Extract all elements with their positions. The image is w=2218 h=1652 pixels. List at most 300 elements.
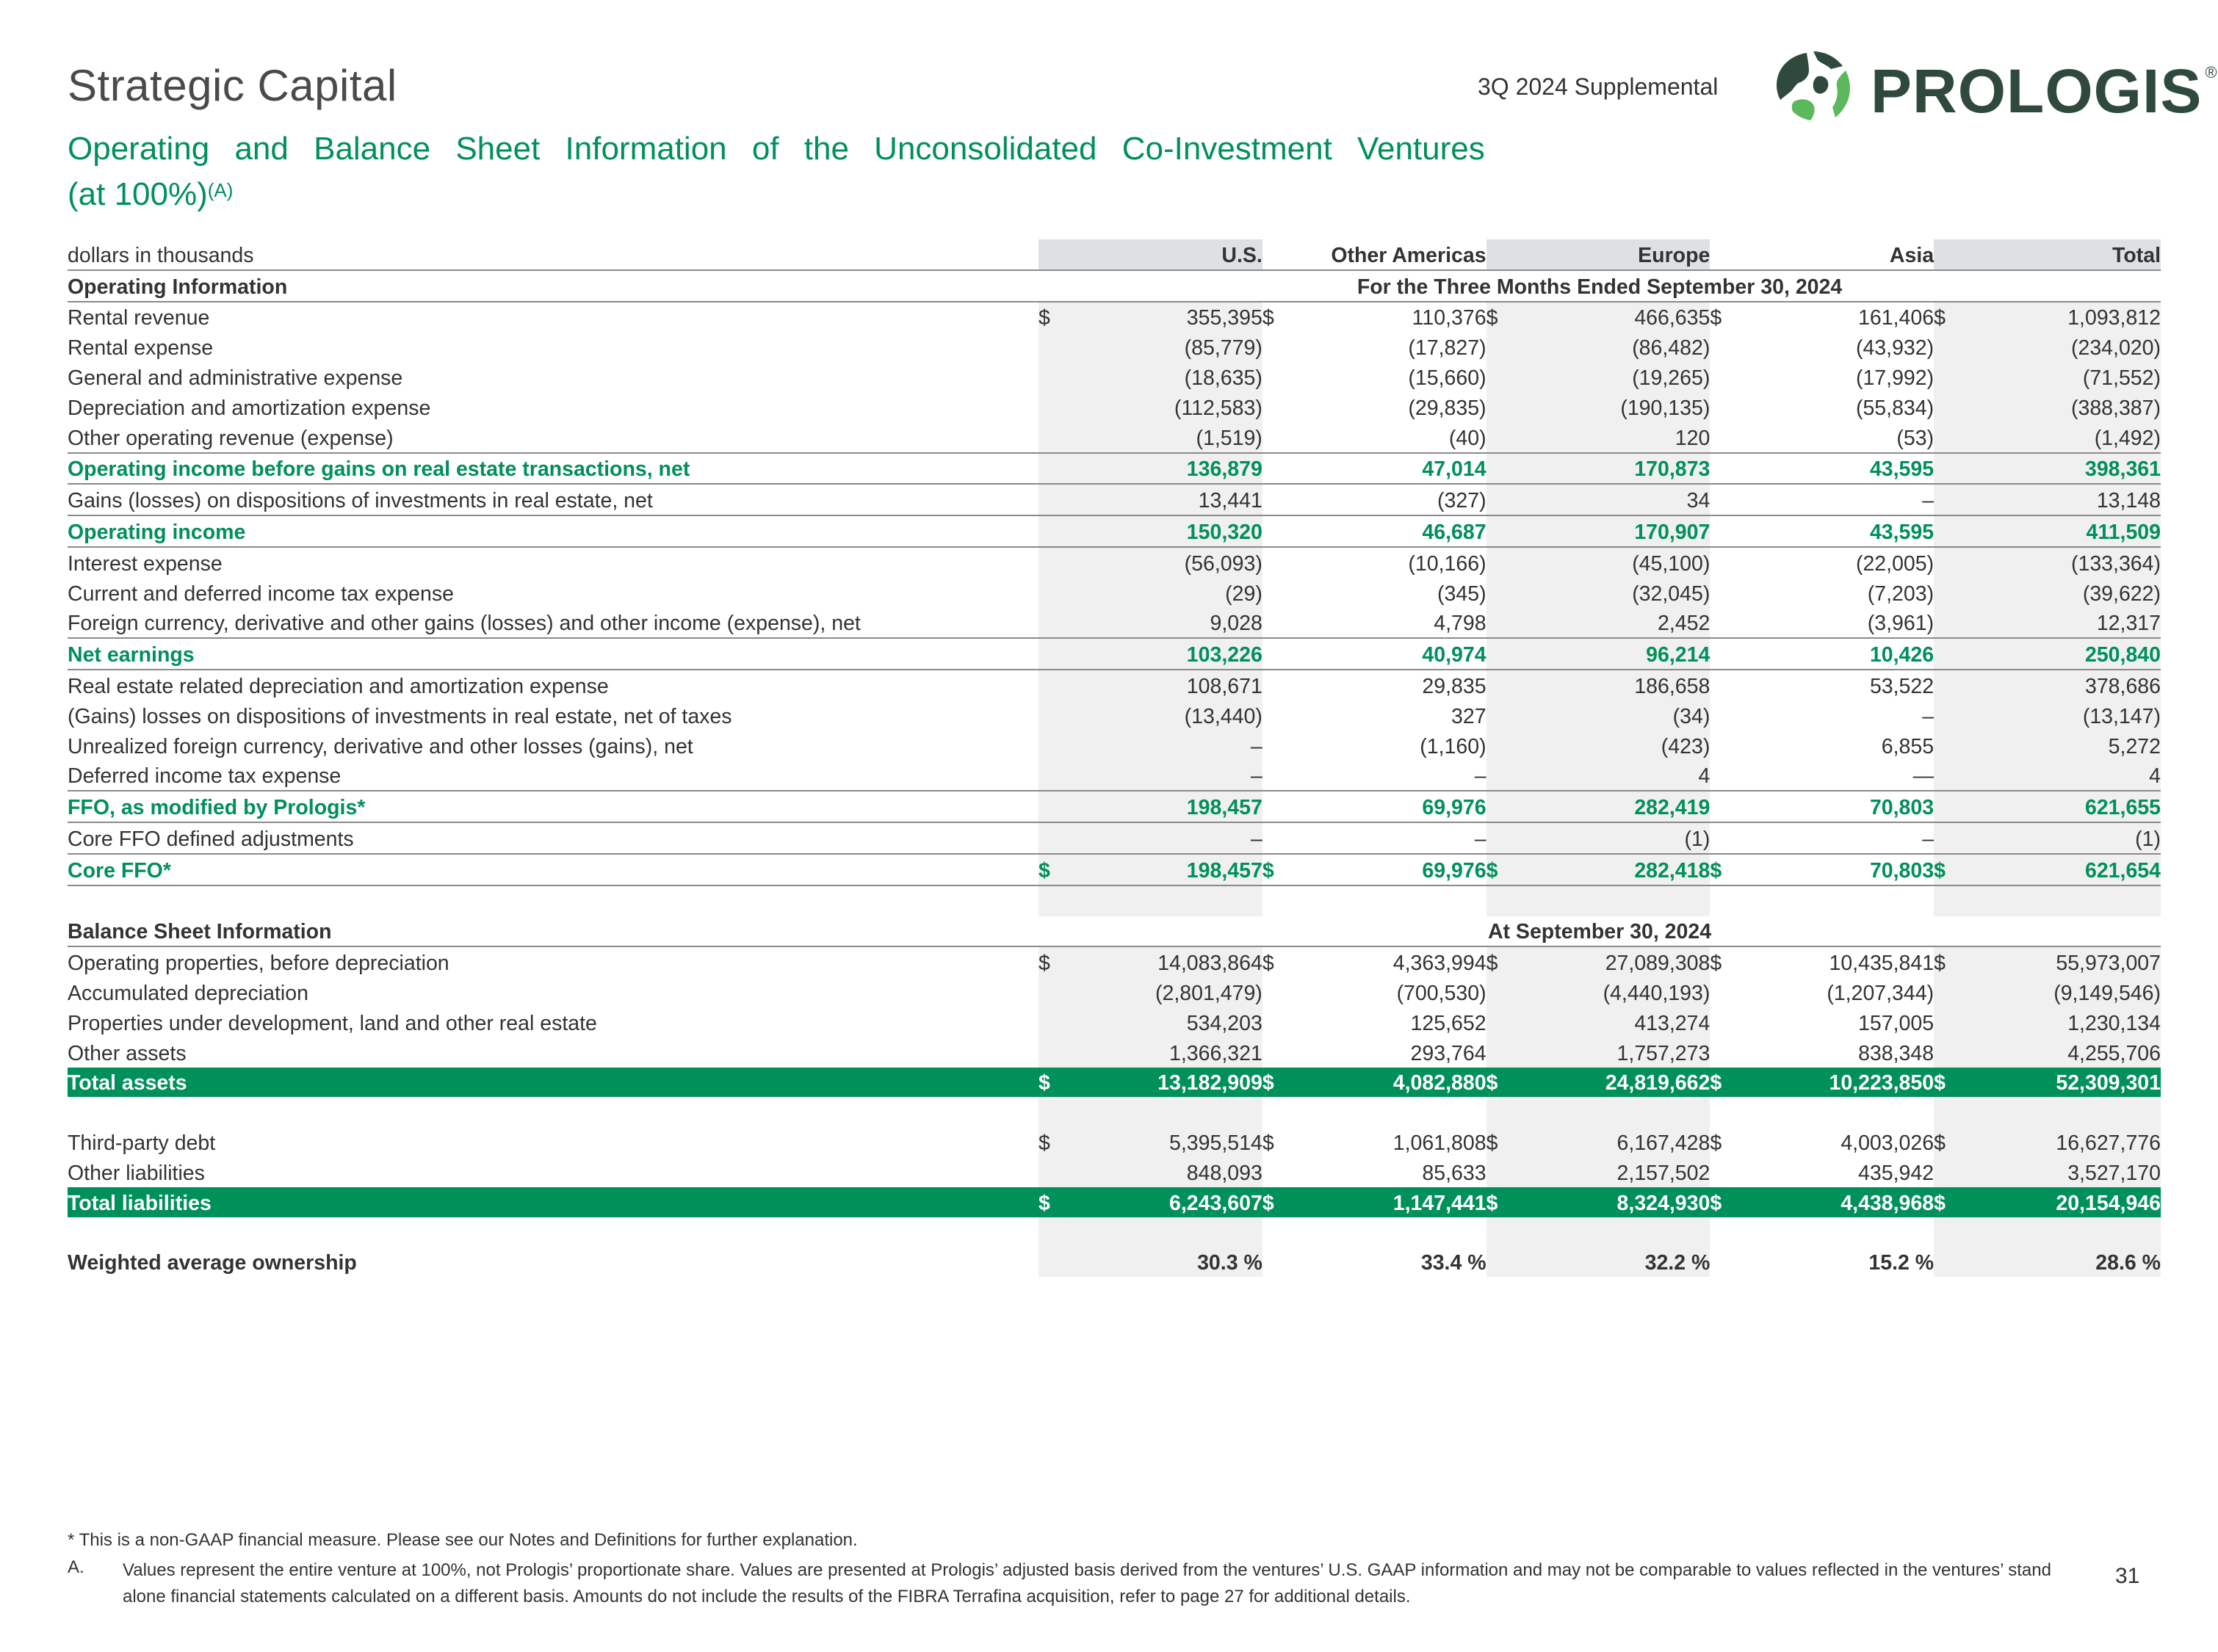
currency-symbol [1710,731,1738,761]
value-cell: (1,207,344) [1827,981,1935,1005]
value-cell: (39,622) [1962,578,2161,608]
currency-symbol [1710,1157,1738,1187]
table-row [68,1157,2161,1187]
value-cell: 534,203 [1066,1007,1262,1037]
row-label: Interest expense [68,551,223,576]
value-cell: 1,230,134 [1962,1007,2161,1037]
currency-symbol [1710,515,1738,547]
table-row [68,362,2161,392]
value-cell: 103,226 [1066,638,1262,670]
page-number: 31 [2115,1564,2140,1588]
currency-symbol [1710,1007,1738,1037]
value-cell: 125,652 [1410,1011,1487,1035]
value-cell: 170,907 [1514,515,1710,547]
value-cell: (55,834) [1855,396,1935,420]
value-cell: 10,435,841 [1829,952,1935,976]
value-cell: 2,452 [1514,608,1710,639]
currency-symbol [1038,761,1066,791]
table-row [68,946,2161,977]
value-cell: (2,801,479) [1066,977,1262,1007]
value-cell: (327) [1437,489,1487,513]
subtotal-row [68,515,2161,547]
value-cell: (13,440) [1066,700,1262,731]
currency-symbol [1934,547,1962,578]
currency-symbol: $ [1487,1068,1514,1098]
currency-symbol [1934,332,1962,362]
column-header: Other Americas [1331,243,1487,267]
total-row [68,1068,2161,1098]
value-cell: (18,635) [1066,362,1262,392]
table-row [68,392,2161,422]
row-label: General and administrative expense [68,366,403,390]
row-label: Real estate related depreciation and amortization expense [68,674,609,698]
section-title: Operating Information [68,275,288,299]
currency-symbol: $ [1487,302,1514,333]
row-label: (Gains) losses on dispositions of investments in real estate, net of taxes [68,704,732,728]
value-cell: 157,005 [1858,1011,1935,1035]
spacer-cell [1262,885,1290,916]
currency-symbol [1934,362,1962,392]
value-cell: 150,320 [1066,515,1262,547]
currency-symbol [1487,392,1514,422]
row-label: Current and deferred income tax expense [68,582,454,606]
currency-symbol: $ [1710,306,1722,330]
spacer-cell [1290,885,1486,916]
spacer-cell [1290,1217,1486,1247]
value-cell: (9,149,546) [1962,977,2161,1007]
currency-symbol [1038,700,1066,731]
value-cell: 4 [1514,761,1710,791]
currency-symbol [1487,761,1514,791]
value-cell: 52,309,301 [1962,1068,2161,1098]
column-header: Total [1962,239,2161,270]
currency-symbol [1262,547,1290,578]
table-row [68,484,2161,515]
row-label: Foreign currency, derivative and other gains (losses) and other income (expense), net [68,612,861,636]
value-cell: 398,361 [1962,453,2161,485]
currency-symbol [1038,731,1066,761]
currency-symbol [1487,547,1514,578]
value-cell: 85,633 [1422,1161,1487,1185]
currency-symbol [1710,791,1738,822]
value-cell: 47,014 [1422,457,1487,482]
value-cell: (53) [1896,426,1935,450]
value-cell: 1,147,441 [1290,1187,1486,1217]
spacer-row [68,885,2161,916]
financial-table [68,239,2161,1277]
value-cell: 4,798 [1434,612,1487,636]
spacer-cell [1066,885,1262,916]
table-row [68,547,2161,578]
currency-symbol [1262,515,1290,547]
value-cell: 6,167,428 [1514,1127,1710,1157]
value-cell: 13,182,909 [1066,1068,1262,1098]
value-cell: 435,942 [1858,1161,1935,1185]
table-row [68,761,2161,791]
currency-symbol [1038,515,1066,547]
currency-symbol [1487,731,1514,761]
globe-icon [1766,47,1862,128]
currency-symbol: $ [1487,1127,1514,1157]
value-cell: 327 [1451,704,1487,728]
row-label: Third-party debt [68,1131,216,1155]
value-cell: 198,457 [1066,791,1262,822]
column-header: U.S. [1066,239,1262,270]
spacer-cell [1738,1217,1934,1247]
currency-symbol [1262,977,1290,1007]
value-cell: (423) [1514,731,1710,761]
value-cell: 8,324,930 [1514,1187,1710,1217]
currency-symbol [1710,822,1738,854]
row-label: Operating income before gains on real estate transactions, net [68,457,690,482]
table-row [68,1037,2161,1068]
currency-symbol [1038,453,1066,485]
currency-symbol [1262,1007,1290,1037]
value-cell: 161,406 [1858,306,1935,330]
footnote-a-marker: A. [68,1557,84,1577]
currency-symbol: $ [1262,1068,1290,1098]
value-cell: – [1474,827,1487,851]
currency-symbol: $ [1934,1127,1962,1157]
value-cell: 13,148 [1962,484,2161,515]
value-cell: 1,366,321 [1066,1037,1262,1068]
currency-symbol [1934,822,1962,854]
row-label: Total liabilities [68,1187,1038,1217]
currency-symbol [1487,608,1514,639]
row-label: Operating income [68,520,246,544]
value-cell: 28.6 % [1962,1247,2161,1277]
currency-symbol: $ [1710,1131,1722,1155]
currency-symbol [1710,332,1738,362]
currency-symbol [1934,1007,1962,1037]
currency-symbol: $ [1934,1187,1962,1217]
currency-symbol [1038,670,1066,700]
value-cell: 34 [1514,484,1710,515]
spacer-cell [1962,1217,2161,1247]
value-cell: – [1922,827,1935,851]
value-cell: 110,376 [1412,306,1487,330]
currency-symbol [1487,670,1514,700]
value-cell: 621,655 [1962,791,2161,822]
spacer-cell [1514,1217,1710,1247]
value-cell: 1,757,273 [1514,1037,1710,1068]
currency-symbol: $ [1934,854,1962,885]
currency-symbol [1710,547,1738,578]
currency-symbol [1262,578,1290,608]
column-header: Asia [1889,243,1935,267]
currency-symbol [1038,822,1066,854]
currency-symbol [1038,332,1066,362]
currency-symbol [1262,670,1290,700]
value-cell: (22,005) [1855,551,1935,576]
value-cell: (1) [1514,822,1710,854]
value-cell: (86,482) [1514,332,1710,362]
currency-symbol [1934,977,1962,1007]
value-cell: 5,395,514 [1066,1127,1262,1157]
value-cell: 70,803 [1869,858,1935,883]
currency-symbol [1710,638,1738,670]
value-cell: 16,627,776 [1962,1127,2161,1157]
row-label: Properties under development, land and other real estate [68,1011,597,1035]
currency-symbol [1710,362,1738,392]
value-cell: – [1922,489,1935,513]
subtotal-row [68,638,2161,670]
currency-symbol [1487,453,1514,485]
currency-symbol [1934,1157,1962,1187]
currency-symbol [1262,608,1290,639]
value-cell: 378,686 [1962,670,2161,700]
currency-symbol [1710,392,1738,422]
currency-symbol [1710,453,1738,485]
financial-table-body [68,239,2161,1277]
currency-symbol [1487,422,1514,453]
value-cell: (345) [1437,582,1487,606]
table-row [68,578,2161,608]
value-cell: — [1912,764,1935,789]
currency-symbol [1710,670,1738,700]
currency-symbol [1487,700,1514,731]
value-cell: 15.2 % [1868,1251,1935,1275]
currency-symbol [1487,1247,1514,1277]
value-cell: 13,441 [1066,484,1262,515]
spacer-cell [1038,885,1066,916]
currency-symbol: $ [1934,302,1962,333]
currency-symbol [1710,1247,1738,1277]
operating-section-header [68,270,2161,302]
spacer-cell [68,1217,1038,1247]
currency-symbol [1934,638,1962,670]
value-cell: 1,061,808 [1392,1131,1487,1155]
value-cell: (19,265) [1514,362,1710,392]
value-cell: 33.4 % [1420,1251,1487,1275]
spacer-row [68,1217,2161,1247]
currency-symbol: $ [1262,1187,1290,1217]
row-label: Rental revenue [68,306,210,330]
currency-symbol [1934,578,1962,608]
value-cell: 621,654 [1962,854,2161,885]
value-cell: 9,028 [1066,608,1262,639]
value-cell: 282,419 [1514,791,1710,822]
value-cell: (29) [1066,578,1262,608]
value-cell: 4,082,880 [1290,1068,1486,1098]
row-label: FFO, as modified by Prologis* [68,796,366,820]
value-cell: (13,147) [1962,700,2161,731]
value-cell: 6,243,607 [1066,1187,1262,1217]
currency-symbol [1262,453,1290,485]
currency-symbol [1038,608,1066,639]
value-cell: (45,100) [1514,547,1710,578]
value-cell: 53,522 [1869,674,1935,698]
currency-symbol [1934,670,1962,700]
currency-symbol [1262,332,1290,362]
row-label: Total assets [68,1068,1038,1098]
column-header-row [68,239,2161,270]
currency-symbol: $ [1934,1068,1962,1098]
spacer-cell [1934,885,1962,916]
value-cell: 32.2 % [1514,1247,1710,1277]
value-cell: (1,492) [1962,422,2161,453]
value-cell: (1,519) [1066,422,1262,453]
currency-symbol [1487,515,1514,547]
currency-symbol [1934,761,1962,791]
value-cell: 20,154,946 [1962,1187,2161,1217]
value-cell: 29,835 [1422,674,1487,698]
value-cell: (17,992) [1855,366,1935,390]
value-cell: 293,764 [1410,1041,1487,1065]
currency-symbol [1038,362,1066,392]
spacer-cell [1038,1097,1066,1127]
table-row [68,731,2161,761]
value-cell: 6,855 [1881,734,1935,758]
spacer-cell [1290,1097,1486,1127]
currency-symbol [1038,638,1066,670]
value-cell: – [1474,764,1487,789]
value-cell: (4,440,193) [1514,977,1710,1007]
currency-symbol: $ [1487,946,1514,977]
currency-symbol [1710,422,1738,453]
value-cell: (1) [1962,822,2161,854]
currency-symbol [1487,362,1514,392]
value-cell: 250,840 [1962,638,2161,670]
value-cell: 108,671 [1066,670,1262,700]
spacer-cell [68,1097,1038,1127]
value-cell: 10,223,850 [1738,1068,1934,1098]
value-cell: 43,595 [1869,520,1935,544]
spacer-cell [1514,885,1710,916]
spacer-cell [1962,885,2161,916]
currency-symbol [1038,1007,1066,1037]
row-label: Operating properties, before depreciation [68,952,449,976]
row-label: Weighted average ownership [68,1251,357,1275]
row-label: Core FFO* [68,858,171,883]
row-label: Other assets [68,1041,187,1065]
value-cell: 355,395 [1066,302,1262,333]
row-label: Deferred income tax expense [68,764,342,789]
currency-symbol [1262,700,1290,731]
currency-symbol: $ [1934,946,1962,977]
table-row [68,1127,2161,1157]
value-cell: 96,214 [1514,638,1710,670]
currency-symbol: $ [1262,858,1274,883]
currency-symbol [1038,422,1066,453]
currency-symbol [1934,700,1962,731]
currency-symbol [1487,638,1514,670]
currency-symbol [1710,761,1738,791]
currency-symbol [1934,731,1962,761]
currency-symbol [1487,332,1514,362]
value-cell: (388,387) [1962,392,2161,422]
currency-symbol [1262,791,1290,822]
value-cell: 4,363,994 [1392,952,1487,976]
spacer-cell [1487,1097,1514,1127]
currency-symbol [1934,392,1962,422]
value-cell: (56,093) [1066,547,1262,578]
value-cell: 27,089,308 [1514,946,1710,977]
currency-symbol: $ [1710,858,1722,883]
currency-symbol [1038,392,1066,422]
balance-section-header [68,916,2161,947]
value-cell: 12,317 [1962,608,2161,639]
spacer-cell [1934,1097,1962,1127]
total-row [68,1187,2161,1217]
currency-symbol [1262,1247,1290,1277]
value-cell: 411,509 [1962,515,2161,547]
table-row [68,670,2161,700]
currency-symbol [1934,422,1962,453]
table-row [68,822,2161,854]
currency-symbol: $ [1487,854,1514,885]
currency-symbol: $ [1038,946,1066,977]
footnote-a: Values represent the entire venture at 100%, not Prologis’ proportionate share. Values are presented at Prologis’ adjusted basis derived from the ventures’ U.S. GAAP information and may not be comparable to values reflected in the ventures’ stand alone financial statements calculated on a different basis. Amounts do not include the results of the FIBRA Terrafina acquisition, refer to page 27 for additional details. [123,1560,2051,1606]
value-cell: (43,932) [1855,336,1935,361]
column-header: Europe [1514,239,1710,270]
value-cell: (3,961) [1867,612,1935,636]
row-label: Gains (losses) on dispositions of investments in real estate, net [68,489,653,513]
row-label: Accumulated depreciation [68,981,308,1005]
value-cell: 5,272 [1962,731,2161,761]
row-label: Core FFO defined adjustments [68,827,354,851]
value-cell: 55,973,007 [1962,946,2161,977]
value-cell: (29,835) [1408,396,1487,420]
currency-symbol [1038,791,1066,822]
ownership-row [68,1247,2161,1277]
value-cell: (40) [1448,426,1487,450]
row-label: Net earnings [68,643,195,667]
spacer-cell [1934,1217,1962,1247]
value-cell: (190,135) [1514,392,1710,422]
currency-symbol [1262,822,1290,854]
value-cell: 198,457 [1066,854,1262,885]
currency-symbol [1038,547,1066,578]
spacer-cell [1066,1097,1262,1127]
table-row [68,608,2161,639]
value-cell: 170,873 [1514,453,1710,485]
spacer-cell [1710,885,1738,916]
value-cell: 413,274 [1514,1007,1710,1037]
units-label: dollars in thousands [68,243,254,267]
currency-symbol [1262,484,1290,515]
currency-symbol [1934,791,1962,822]
currency-symbol [1487,822,1514,854]
value-cell: 43,595 [1869,457,1935,482]
subtotal-row [68,854,2161,885]
page-title: Strategic Capital [68,61,397,110]
currency-symbol [1038,1157,1066,1187]
currency-symbol [1262,362,1290,392]
value-cell: 14,083,864 [1066,946,1262,977]
currency-symbol: $ [1710,952,1722,976]
value-cell: 4,003,026 [1840,1131,1935,1155]
section-period: For the Three Months Ended September 30, 2024 [1357,275,1843,299]
currency-symbol: $ [1262,1131,1274,1155]
value-cell: – [1066,731,1262,761]
currency-symbol [1038,484,1066,515]
spacer-cell [1962,1097,2161,1127]
currency-symbol: $ [1038,854,1066,885]
currency-symbol [1487,1037,1514,1068]
value-cell: 24,819,662 [1514,1068,1710,1098]
currency-symbol [1934,515,1962,547]
currency-symbol [1710,1037,1738,1068]
spacer-cell [1487,1217,1514,1247]
table-row [68,302,2161,333]
currency-symbol: $ [1038,1187,1066,1217]
value-cell: (15,660) [1408,366,1487,390]
section-period: At September 30, 2024 [1487,920,1712,944]
value-cell: (1,160) [1420,734,1487,758]
row-label: Other operating revenue (expense) [68,426,394,450]
currency-symbol [1038,1247,1066,1277]
